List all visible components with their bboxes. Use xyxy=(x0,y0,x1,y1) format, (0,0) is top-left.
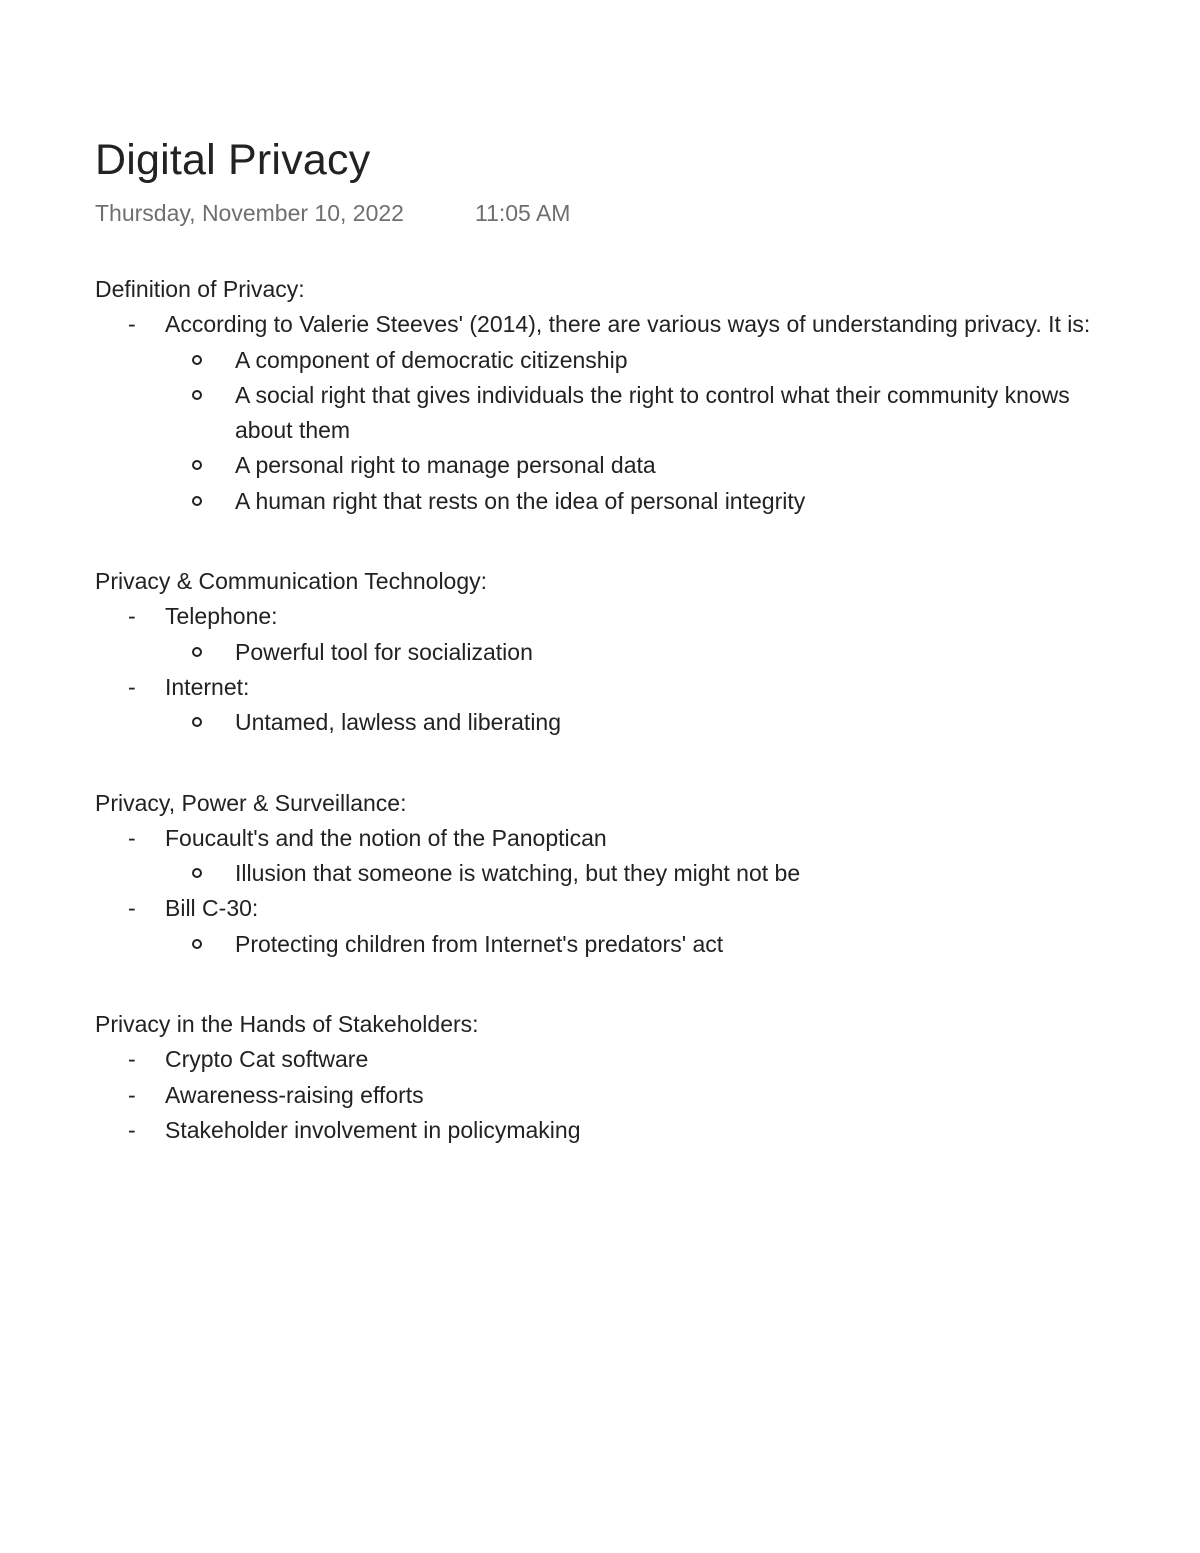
dash-bullet-icon: - xyxy=(128,603,136,630)
sub-bullet-list xyxy=(165,705,1115,740)
section-privacy-communication-technology xyxy=(95,564,1115,740)
sub-bullet-list xyxy=(165,856,1115,891)
section-privacy-power-surveillance xyxy=(95,786,1115,962)
bullet-list xyxy=(95,1042,1115,1148)
sub-list-item-text: A social right that gives individuals the right to control what their community knows about them xyxy=(235,381,1070,444)
circle-bullet-icon xyxy=(192,717,202,727)
list-item-text: Stakeholder involvement in policymaking xyxy=(165,1116,581,1143)
list-item-text: Internet: xyxy=(165,673,250,700)
list-item-text: Awareness-raising efforts xyxy=(165,1081,424,1108)
dash-bullet-icon: - xyxy=(128,1116,136,1143)
list-item xyxy=(95,1113,1115,1148)
note-page xyxy=(95,132,1115,1148)
dash-bullet-icon: - xyxy=(128,311,136,338)
dash-bullet-icon: - xyxy=(128,673,136,700)
sub-list-item xyxy=(165,705,1115,740)
note-timestamp xyxy=(95,198,1115,228)
section-privacy-stakeholders xyxy=(95,1007,1115,1148)
note-date: Thursday, November 10, 2022 xyxy=(95,200,404,226)
list-item xyxy=(95,821,1115,892)
circle-bullet-icon xyxy=(192,647,202,657)
list-item-text: Bill C-30: xyxy=(165,895,259,922)
circle-bullet-icon xyxy=(192,939,202,949)
sub-bullet-list xyxy=(165,927,1115,962)
sub-list-item-text: Protecting children from Internet's predators' act xyxy=(235,930,724,957)
circle-bullet-icon xyxy=(192,390,202,400)
note-time: 11:05 AM xyxy=(475,200,571,226)
sub-list-item xyxy=(165,484,1115,519)
list-item-text: Crypto Cat software xyxy=(165,1046,369,1073)
circle-bullet-icon xyxy=(192,460,202,470)
sub-list-item-text: A personal right to manage personal data xyxy=(235,452,656,479)
sub-list-item-text: Untamed, lawless and liberating xyxy=(235,709,562,736)
list-item xyxy=(95,891,1115,962)
sub-bullet-list xyxy=(165,343,1115,519)
dash-bullet-icon: - xyxy=(128,895,136,922)
sub-list-item xyxy=(165,343,1115,378)
circle-bullet-icon xyxy=(192,355,202,365)
list-item-text: Foucault's and the notion of the Panoptican xyxy=(165,824,607,851)
section-definition-of-privacy xyxy=(95,272,1115,519)
sub-bullet-list xyxy=(165,635,1115,670)
list-item xyxy=(95,1042,1115,1077)
sub-list-item xyxy=(165,448,1115,483)
list-item xyxy=(95,670,1115,741)
sub-list-item xyxy=(165,856,1115,891)
sub-list-item xyxy=(165,927,1115,962)
section-heading: Privacy, Power & Surveillance: xyxy=(95,789,407,816)
bullet-list xyxy=(95,821,1115,962)
list-item-text: Telephone: xyxy=(165,603,278,630)
list-item xyxy=(95,307,1115,519)
page-title: Digital Privacy xyxy=(95,136,371,184)
circle-bullet-icon xyxy=(192,496,202,506)
dash-bullet-icon: - xyxy=(128,1046,136,1073)
list-item-text: According to Valerie Steeves' (2014), there are various ways of understanding privacy. It is: xyxy=(165,311,1091,338)
sub-list-item-text: A human right that rests on the idea of personal integrity xyxy=(235,487,806,514)
list-item xyxy=(95,1078,1115,1113)
bullet-list xyxy=(95,307,1115,519)
sub-list-item-text: Powerful tool for socialization xyxy=(235,638,533,665)
list-item xyxy=(95,599,1115,670)
section-heading: Privacy & Communication Technology: xyxy=(95,568,488,595)
sub-list-item xyxy=(165,378,1115,449)
section-heading: Definition of Privacy: xyxy=(95,276,305,302)
sub-list-item xyxy=(165,635,1115,670)
circle-bullet-icon xyxy=(192,868,202,878)
sub-list-item-text: Illusion that someone is watching, but they might not be xyxy=(235,860,801,887)
sub-list-item-text: A component of democratic citizenship xyxy=(235,346,628,373)
section-heading: Privacy in the Hands of Stakeholders: xyxy=(95,1011,479,1038)
dash-bullet-icon: - xyxy=(128,1081,136,1108)
bullet-list xyxy=(95,599,1115,740)
dash-bullet-icon: - xyxy=(128,824,136,851)
